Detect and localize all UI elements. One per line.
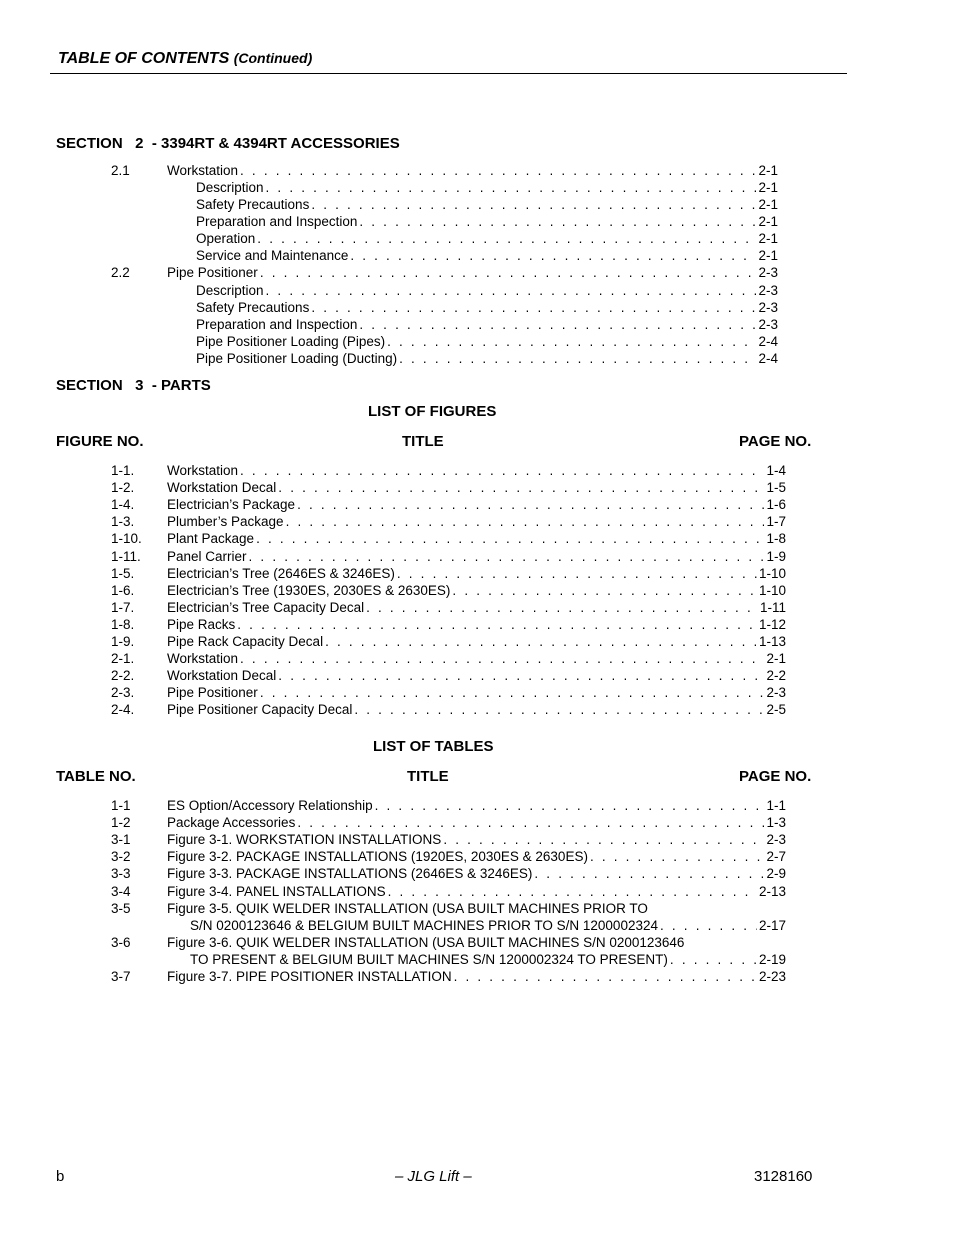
entry-title: ES Option/Accessory Relationship xyxy=(167,798,373,813)
entry-number: 3-1 xyxy=(111,832,131,848)
dot-leader xyxy=(454,968,757,985)
toc-entry xyxy=(111,479,786,496)
entry-title: Workstation xyxy=(167,651,239,667)
entry-title: Pipe Positioner Loading (Pipes) xyxy=(196,334,386,349)
entry-page-number: 2-3 xyxy=(758,283,778,298)
entry-page-number: 2-9 xyxy=(766,866,786,882)
entry-page-number: 2-1 xyxy=(758,163,778,178)
entry-number: 1-3. xyxy=(111,514,135,530)
entry-title: Pipe Positioner xyxy=(167,265,258,280)
toc-entry xyxy=(111,462,786,479)
toc-entry xyxy=(196,350,778,367)
entry-page-number: 1-4 xyxy=(766,463,786,478)
entry-page-number: 2-7 xyxy=(766,849,786,865)
entry-page-number: 1-6 xyxy=(766,497,786,513)
dot-leader xyxy=(354,701,764,718)
dot-leader xyxy=(397,565,757,582)
figure-title-column-header: TITLE xyxy=(402,433,444,450)
entry-title: Figure 3-2. PACKAGE INSTALLATIONS (1920ES, 2030ES & 2630ES) xyxy=(167,849,588,865)
toc-entry xyxy=(111,633,786,650)
dot-leader xyxy=(359,213,756,230)
dot-leader xyxy=(266,282,757,299)
entry-title: TO PRESENT & BELGIUM BUILT MACHINES S/N 1200002324 TO PRESENT) xyxy=(190,951,668,967)
entry-title: Package Accessories xyxy=(167,815,296,831)
entry-number: 1-10. xyxy=(111,531,142,547)
dot-leader xyxy=(266,179,757,196)
entry-title: Pipe Positioner xyxy=(167,685,258,701)
entry-title: Figure 3-1. WORKSTATION INSTALLATIONS xyxy=(167,832,442,848)
entry-number: 1-7. xyxy=(111,599,135,615)
entry-page-number: 1-9 xyxy=(766,548,786,564)
entry-page-number: 2-3 xyxy=(758,265,778,280)
entry-number: 1-6. xyxy=(111,582,135,598)
entry-title: Description xyxy=(196,180,264,195)
entry-page-number: 2-1 xyxy=(758,214,778,229)
dot-leader xyxy=(311,196,756,213)
entry-title: Plumber’s Package xyxy=(167,514,284,530)
toc-entry xyxy=(111,667,786,684)
toc-entry xyxy=(111,865,786,882)
dot-leader xyxy=(375,797,765,814)
toc-entry xyxy=(196,299,778,316)
entry-page-number: 1-12 xyxy=(758,616,786,632)
toc-entry xyxy=(190,951,786,968)
entry-page-number: 2-3 xyxy=(766,832,786,848)
entry-page-number: 2-3 xyxy=(766,685,786,701)
entry-page-number: 1-8 xyxy=(766,531,786,547)
toc-entry xyxy=(111,883,786,900)
entry-title: Panel Carrier xyxy=(167,548,247,564)
toc-entry xyxy=(111,701,786,718)
entry-number: 1-2. xyxy=(111,480,135,496)
figure-no-column-header: FIGURE NO. xyxy=(56,433,144,450)
entry-title: Electrician’s Tree (2646ES & 3246ES) xyxy=(167,565,395,581)
entry-page-number: 2-4 xyxy=(758,334,778,349)
table-no-column-header: TABLE NO. xyxy=(56,768,136,785)
toc-entry xyxy=(196,333,778,350)
entry-page-number: 2-1 xyxy=(758,248,778,263)
entry-page-number: 2-3 xyxy=(758,300,778,315)
dot-leader xyxy=(452,582,757,599)
toc-entry xyxy=(111,848,786,865)
entry-number: 3-7 xyxy=(111,969,131,984)
dot-leader xyxy=(297,814,764,831)
entry-page-number: 2-5 xyxy=(766,702,786,718)
toc-entry xyxy=(111,968,786,985)
toc-entry xyxy=(111,616,786,633)
entry-number: 3-6 xyxy=(111,934,131,950)
dot-leader xyxy=(260,684,765,701)
entry-number: 1-5. xyxy=(111,565,135,581)
toc-entry xyxy=(196,179,778,196)
dot-leader xyxy=(311,299,756,316)
entry-page-number: 1-13 xyxy=(758,634,786,649)
header-rule xyxy=(50,73,847,74)
toc-entry xyxy=(111,797,786,814)
entry-page-number: 1-5 xyxy=(766,480,786,496)
entry-page-number: 1-3 xyxy=(766,815,786,831)
toc-entry xyxy=(111,599,786,616)
entry-title: Service and Maintenance xyxy=(196,248,349,263)
entry-page-number: 1-10 xyxy=(758,565,786,581)
entry-number: 1-1 xyxy=(111,798,131,813)
dot-leader xyxy=(240,162,756,179)
entry-page-number: 2-3 xyxy=(758,317,778,332)
toc-entry-first-line xyxy=(111,900,648,917)
entry-number: 3-3 xyxy=(111,866,131,882)
toc-entry xyxy=(111,814,786,831)
dot-leader xyxy=(443,831,764,848)
header-title-text: TABLE OF CONTENTS xyxy=(58,50,230,67)
entry-page-number: 2-19 xyxy=(758,951,786,967)
table-page-column-header: PAGE NO. xyxy=(739,768,812,785)
entry-number: 2-2. xyxy=(111,668,135,684)
entry-title: Figure 3-6. QUIK WELDER INSTALLATION (USA BUILT MACHINES S/N 0200123646 xyxy=(167,934,685,950)
entry-number: 1-8. xyxy=(111,616,135,632)
entry-number: 1-4. xyxy=(111,497,135,513)
toc-entry xyxy=(196,196,778,213)
entry-title: Pipe Rack Capacity Decal xyxy=(167,634,324,649)
dot-leader xyxy=(534,865,764,882)
entry-page-number: 2-1 xyxy=(766,651,786,667)
entry-title: Preparation and Inspection xyxy=(196,214,358,229)
entry-title: Electrician’s Tree (1930ES, 2030ES & 2630ES) xyxy=(167,582,451,598)
entry-title: Electrician’s Package xyxy=(167,497,296,513)
entry-title: Safety Precautions xyxy=(196,197,310,212)
dot-leader xyxy=(670,951,757,968)
entry-page-number: 2-23 xyxy=(758,969,786,984)
section-3-heading: SECTION 3 - PARTS xyxy=(56,377,211,394)
entry-title: Figure 3-4. PANEL INSTALLATIONS xyxy=(167,883,386,899)
toc-entry xyxy=(111,496,786,513)
toc-entry xyxy=(196,247,778,264)
entry-page-number: 1-1 xyxy=(766,798,786,813)
entry-number: 1-1. xyxy=(111,463,135,478)
entry-page-number: 2-4 xyxy=(758,351,778,366)
entry-number: 3-4 xyxy=(111,883,131,899)
dot-leader xyxy=(297,496,764,513)
toc-entry xyxy=(190,917,786,934)
figure-page-column-header: PAGE NO. xyxy=(739,433,812,450)
toc-entry xyxy=(111,264,778,281)
toc-entry xyxy=(196,316,778,333)
dot-leader xyxy=(240,462,764,479)
toc-entry-first-line xyxy=(111,934,685,951)
dot-leader xyxy=(388,883,757,900)
entry-title: Electrician’s Tree Capacity Decal xyxy=(167,599,365,615)
toc-entry xyxy=(111,565,786,582)
toc-entry xyxy=(196,282,778,299)
entry-title: Description xyxy=(196,283,264,298)
entry-number: 2-1. xyxy=(111,651,135,667)
entry-title: Workstation xyxy=(167,463,239,478)
toc-entry xyxy=(111,548,786,565)
dot-leader xyxy=(278,479,764,496)
entry-title: S/N 0200123646 & BELGIUM BUILT MACHINES PRIOR TO S/N 1200002324 xyxy=(190,917,658,933)
entry-number: 3-5 xyxy=(111,900,131,916)
dot-leader xyxy=(366,599,758,616)
dot-leader xyxy=(387,333,756,350)
page-header-title xyxy=(58,50,312,68)
entry-number: 2.1 xyxy=(111,163,130,178)
toc-entry xyxy=(111,831,786,848)
entry-number: 2-4. xyxy=(111,702,135,718)
entry-number: 2.2 xyxy=(111,265,130,280)
entry-page-number: 2-1 xyxy=(758,231,778,246)
entry-title: Workstation Decal xyxy=(167,668,277,684)
dot-leader xyxy=(257,230,756,247)
entry-number: 1-9. xyxy=(111,634,135,649)
footer-page-letter: b xyxy=(56,1168,65,1185)
dot-leader xyxy=(660,917,757,934)
entry-page-number: 1-7 xyxy=(766,514,786,530)
dot-leader xyxy=(249,548,765,565)
entry-number: 1-2 xyxy=(111,815,131,831)
dot-leader xyxy=(240,650,764,667)
dot-leader xyxy=(359,316,756,333)
footer-center-text: – JLG Lift – xyxy=(395,1168,472,1185)
entry-page-number: 2-17 xyxy=(758,917,786,933)
entry-page-number: 2-13 xyxy=(758,883,786,899)
entry-title: Figure 3-7. PIPE POSITIONER INSTALLATION xyxy=(167,969,452,984)
entry-title: Operation xyxy=(196,231,256,246)
entry-title: Preparation and Inspection xyxy=(196,317,358,332)
dot-leader xyxy=(260,264,757,281)
entry-title: Pipe Positioner Loading (Ducting) xyxy=(196,351,398,366)
entry-title: Figure 3-5. QUIK WELDER INSTALLATION (USA BUILT MACHINES PRIOR TO xyxy=(167,900,648,916)
list-of-tables-heading: LIST OF TABLES xyxy=(373,738,494,755)
footer-doc-number: 3128160 xyxy=(754,1168,813,1185)
entry-title: Pipe Positioner Capacity Decal xyxy=(167,702,353,718)
entry-page-number: 1-11 xyxy=(759,599,786,615)
toc-entry xyxy=(111,513,786,530)
entry-page-number: 2-1 xyxy=(758,197,778,212)
table-title-column-header: TITLE xyxy=(407,768,449,785)
toc-entry xyxy=(111,650,786,667)
toc-entry xyxy=(111,530,786,547)
dot-leader xyxy=(350,247,756,264)
toc-entry xyxy=(196,213,778,230)
entry-number: 3-2 xyxy=(111,849,131,865)
entry-title: Safety Precautions xyxy=(196,300,310,315)
header-continued-text: (Continued) xyxy=(233,50,313,66)
entry-number: 1-11. xyxy=(111,548,141,564)
toc-entry xyxy=(196,230,778,247)
dot-leader xyxy=(237,616,757,633)
entry-title: Workstation Decal xyxy=(167,480,277,496)
dot-leader xyxy=(590,848,765,865)
entry-page-number: 2-1 xyxy=(758,180,778,195)
dot-leader xyxy=(278,667,764,684)
entry-number: 2-3. xyxy=(111,685,135,701)
list-of-figures-heading: LIST OF FIGURES xyxy=(368,403,497,420)
entry-title: Figure 3-3. PACKAGE INSTALLATIONS (2646ES & 3246ES) xyxy=(167,866,533,882)
dot-leader xyxy=(286,513,765,530)
entry-page-number: 2-2 xyxy=(766,668,786,684)
section-2-heading: SECTION 2 - 3394RT & 4394RT ACCESSORIES xyxy=(56,135,400,152)
entry-title: Pipe Racks xyxy=(167,616,236,632)
toc-entry xyxy=(111,162,778,179)
dot-leader xyxy=(399,350,756,367)
toc-entry xyxy=(111,684,786,701)
dot-leader xyxy=(256,530,764,547)
entry-title: Workstation xyxy=(167,163,239,178)
entry-page-number: 1-10 xyxy=(758,582,786,598)
toc-entry xyxy=(111,582,786,599)
dot-leader xyxy=(325,633,757,650)
entry-title: Plant Package xyxy=(167,531,255,547)
